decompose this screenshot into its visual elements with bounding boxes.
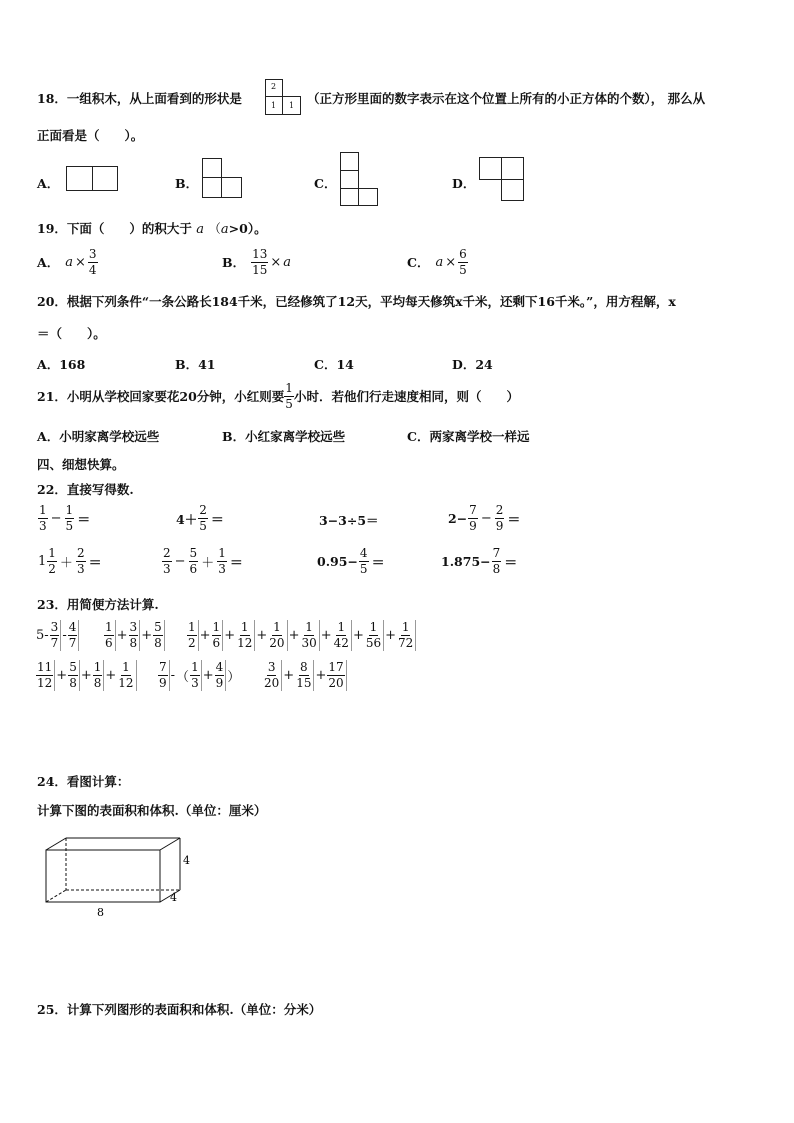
q21-stem-pre: 21．小明从学校回家要花20分钟，小红则要 <box>37 389 285 404</box>
variable: a <box>65 254 73 270</box>
fraction: $\frac{1}{30}$ <box>300 620 319 651</box>
q18-option-b-figure <box>202 158 242 198</box>
q20-line2: ＝（ ）。 <box>37 326 106 341</box>
operator: + <box>224 628 236 643</box>
q23-expr-2: $\frac{1}{6}$ + $\frac{3}{8}$ + $\frac{5}{8}$ <box>104 620 165 651</box>
fraction: $\frac{1}{6}$ <box>212 620 224 651</box>
q22-expr-3: 3−3÷5＝ <box>319 513 379 528</box>
dim-length-label: 8 <box>97 906 104 919</box>
fraction: $\frac{1}{20}$ <box>268 620 287 651</box>
section-heading: 四、细想快算。 <box>37 457 125 472</box>
q20-option-c: C．14 <box>314 357 354 372</box>
operator: + <box>352 628 364 643</box>
operator: + <box>288 628 300 643</box>
q20-line1: 20．根据下列条件“一条公路长184千米，已经修筑了12天，平均每天修筑x千米，还剩下16千米。”，用方程解，x <box>37 294 676 309</box>
option-label: C． <box>407 255 430 270</box>
q18-option-d-figure <box>479 157 524 201</box>
fraction: $\frac{1}{42}$ <box>333 620 352 651</box>
q22-expr-5: 1 $\frac{1}{2}$ ＋ $\frac{2}{3}$ ＝ <box>38 546 102 576</box>
q23-expr-4: $\frac{11}{12}$ + $\frac{5}{8}$ + $\frac{1}{8}$ + $\frac{1}{12}$ <box>36 660 137 691</box>
q18-stem-post: （正方形里面的数字表示在这个位置上所有的小正方体的个数）， 那么从 <box>307 91 706 106</box>
option-label: A． <box>37 255 60 270</box>
dim-width-label: 4 <box>170 891 177 904</box>
q22-expr-6: $\frac{2}{3}$ − $\frac{5}{6}$ ＋ $\frac{1}{3}$ ＝ <box>163 546 243 576</box>
q22-expr-2: 4＋ $\frac{2}{5}$ ＝ <box>176 503 224 533</box>
grid-cell-value: 1 <box>271 101 277 110</box>
fraction: $\frac{1}{72}$ <box>397 620 416 651</box>
q24-title: 24．看图计算： <box>37 774 130 789</box>
q21-stem <box>37 378 519 414</box>
q22-expr-1: $\frac{1}{3}$ − $\frac{1}{5}$ ＝ <box>39 503 91 533</box>
operator: + <box>256 628 268 643</box>
q19-option-a <box>37 244 98 280</box>
q18-option-a-label: A． <box>37 176 60 191</box>
q19-option-b <box>222 244 291 280</box>
q18-line1 <box>37 89 242 107</box>
option-label: B． <box>222 255 246 270</box>
q18-stem-pre: 18．一组积木，从上面看到的形状是 <box>37 91 242 106</box>
variable: a <box>435 254 444 270</box>
q19-cond-open: （ <box>208 221 221 236</box>
q21-option-a: A．小明家离学校远些 <box>37 429 160 444</box>
q22-expr-8: 1.875− $\frac{7}{8}$ ＝ <box>441 546 518 576</box>
cuboid-figure <box>40 834 200 924</box>
operator: + <box>385 628 397 643</box>
q25-title: 25．计算下列图形的表面积和体积.（单位：分米） <box>37 1002 322 1017</box>
dim-height-label: 4 <box>183 854 190 867</box>
q23-title: 23．用简便方法计算. <box>37 597 159 612</box>
q20-option-b: B．41 <box>175 357 216 372</box>
operator: + <box>320 628 332 643</box>
q23-expr-3 <box>187 620 416 651</box>
q18-option-b-label: B． <box>175 176 199 191</box>
fraction: $\frac{1}{12}$ <box>236 620 255 651</box>
q20-option-a: A．168 <box>37 357 86 372</box>
q21-option-b: B．小红家离学校远些 <box>222 429 346 444</box>
fraction: $\frac{1}{56}$ <box>365 620 384 651</box>
q18-option-c-figure <box>340 152 378 206</box>
operator: × <box>270 254 282 270</box>
q18-option-d-label: D． <box>452 176 476 191</box>
fraction: $\frac{13}{15}$ <box>252 246 268 277</box>
fraction: $\frac{1}{5}$ <box>285 380 293 411</box>
q22-expr-7: 0.95− $\frac{4}{5}$ ＝ <box>317 546 385 576</box>
fraction: $\frac{6}{5}$ <box>459 246 467 277</box>
q23-expr-6: $\frac{3}{20}$ + $\frac{8}{15}$ + $\frac{17}{20}$ <box>263 660 347 691</box>
fraction: $\frac{1}{2}$ <box>187 620 199 651</box>
q23-expr-1: 5- $\frac{3}{7}$ - $\frac{4}{7}$ <box>36 620 79 651</box>
grid-cell-value: 2 <box>271 82 277 91</box>
q19-option-c <box>407 244 468 280</box>
q18-top-view-grid <box>265 79 301 115</box>
q19-stem <box>37 219 267 237</box>
q21-stem-post: 小时．若他们行走速度相同，则（ ） <box>293 389 519 404</box>
q18-option-a-figure <box>66 166 118 191</box>
q21-option-c: C．两家离学校一样远 <box>407 429 530 444</box>
q19-cond-close: >0）。 <box>228 221 267 236</box>
q19-cond-var: a <box>220 222 229 237</box>
q23-expr-5: $\frac{7}{9}$ - （ $\frac{1}{3}$ + $\frac{4}{9}$ ） <box>159 660 241 690</box>
q20-option-d: D．24 <box>452 357 493 372</box>
operator: × <box>74 254 86 270</box>
fraction: $\frac{3}{4}$ <box>88 246 97 277</box>
q19-stem-pre: 19．下面（ ）的积大于 <box>37 221 192 236</box>
q22-title: 22．直接写得数. <box>37 482 134 497</box>
q18-option-c-label: C． <box>314 176 337 191</box>
q18-line2: 正面看是（ ）。 <box>37 128 144 143</box>
q19-stem-var: a <box>196 222 205 237</box>
q24-subtitle: 计算下图的表面积和体积.（单位：厘米） <box>37 803 267 818</box>
grid-cell-value: 1 <box>289 101 295 110</box>
variable: a <box>283 254 292 270</box>
operator: × <box>445 254 457 270</box>
operator: + <box>199 628 211 643</box>
q22-expr-4: 2− $\frac{7}{9}$ − $\frac{2}{9}$ ＝ <box>448 503 521 533</box>
